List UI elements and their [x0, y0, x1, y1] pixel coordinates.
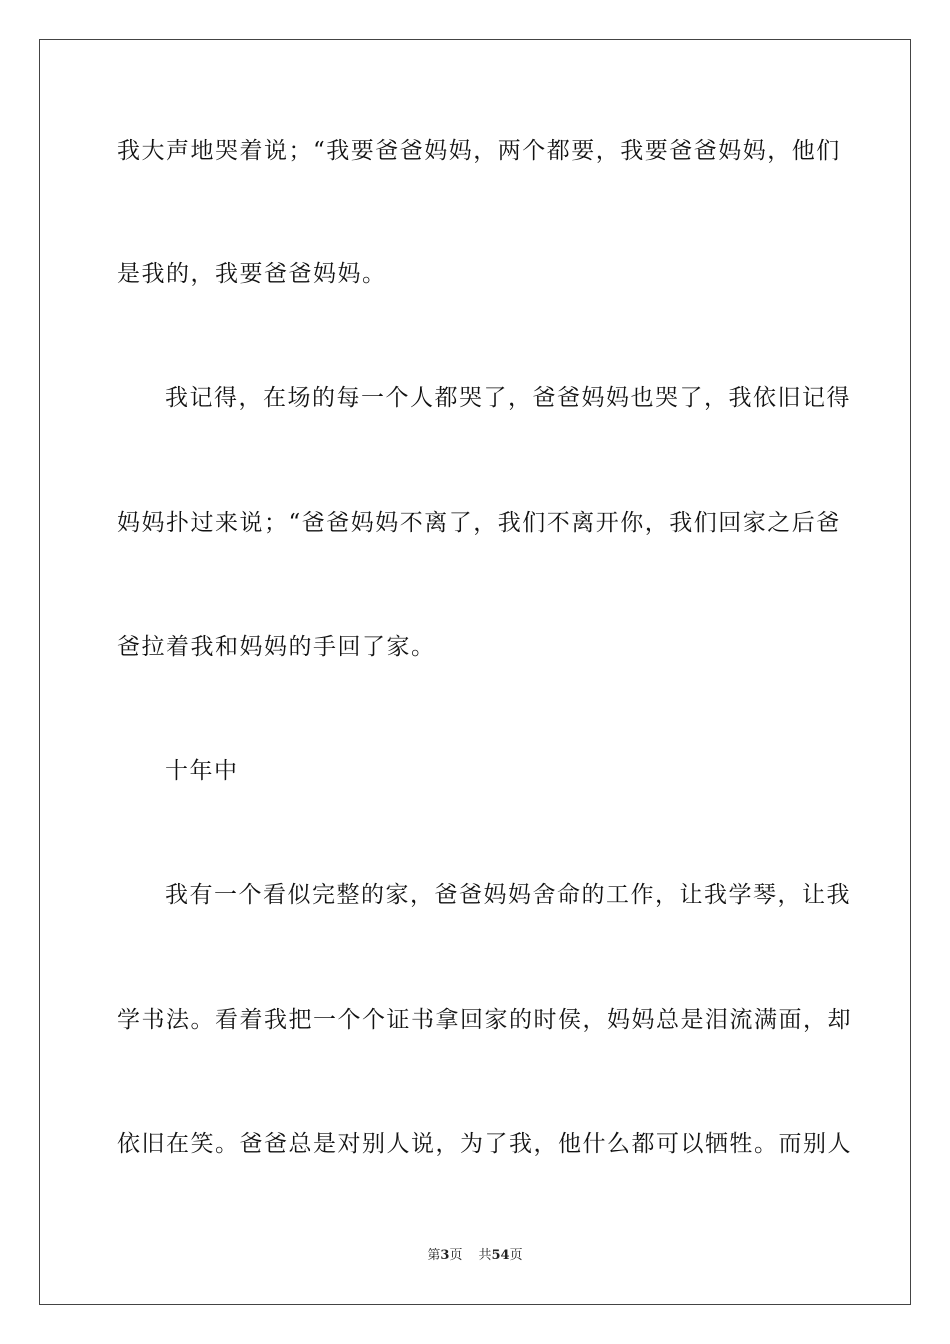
- paragraph-2-line-3: 爸拉着我和妈妈的手回了家。: [117, 634, 436, 660]
- footer-page-prefix: 第: [427, 1248, 441, 1263]
- paragraph-4-line-3: 依旧在笑。爸爸总是对别人说，为了我，他什么都可以牺牲。而别人: [117, 1131, 852, 1157]
- paragraph-3-line-1: 十年中: [165, 758, 239, 784]
- footer-total-prefix: 共: [478, 1248, 492, 1263]
- footer-total-pages: 54: [491, 1248, 510, 1263]
- page-border: [39, 39, 911, 1305]
- paragraph-2-line-1: 我记得，在场的每一个人都哭了，爸爸妈妈也哭了，我依旧记得: [165, 385, 851, 411]
- paragraph-1-line-2: 是我的，我要爸爸妈妈。: [117, 261, 387, 287]
- paragraph-4-line-1: 我有一个看似完整的家，爸爸妈妈舍命的工作，让我学琴，让我: [165, 882, 851, 908]
- paragraph-1-line-1: 我大声地哭着说；“我要爸爸妈妈，两个都要，我要爸爸妈妈，他们: [117, 138, 841, 164]
- paragraph-4-line-2: 学书法。看着我把一个个证书拿回家的时侯，妈妈总是泪流满面，却: [117, 1007, 852, 1033]
- footer-total-suffix: 页: [509, 1248, 523, 1263]
- page-footer: [0, 1247, 950, 1265]
- footer-page-number: 3: [440, 1248, 450, 1263]
- footer-page-suffix: 页: [449, 1248, 463, 1263]
- paragraph-2-line-2: 妈妈扑过来说；“爸爸妈妈不离了，我们不离开你，我们回家之后爸: [117, 510, 841, 536]
